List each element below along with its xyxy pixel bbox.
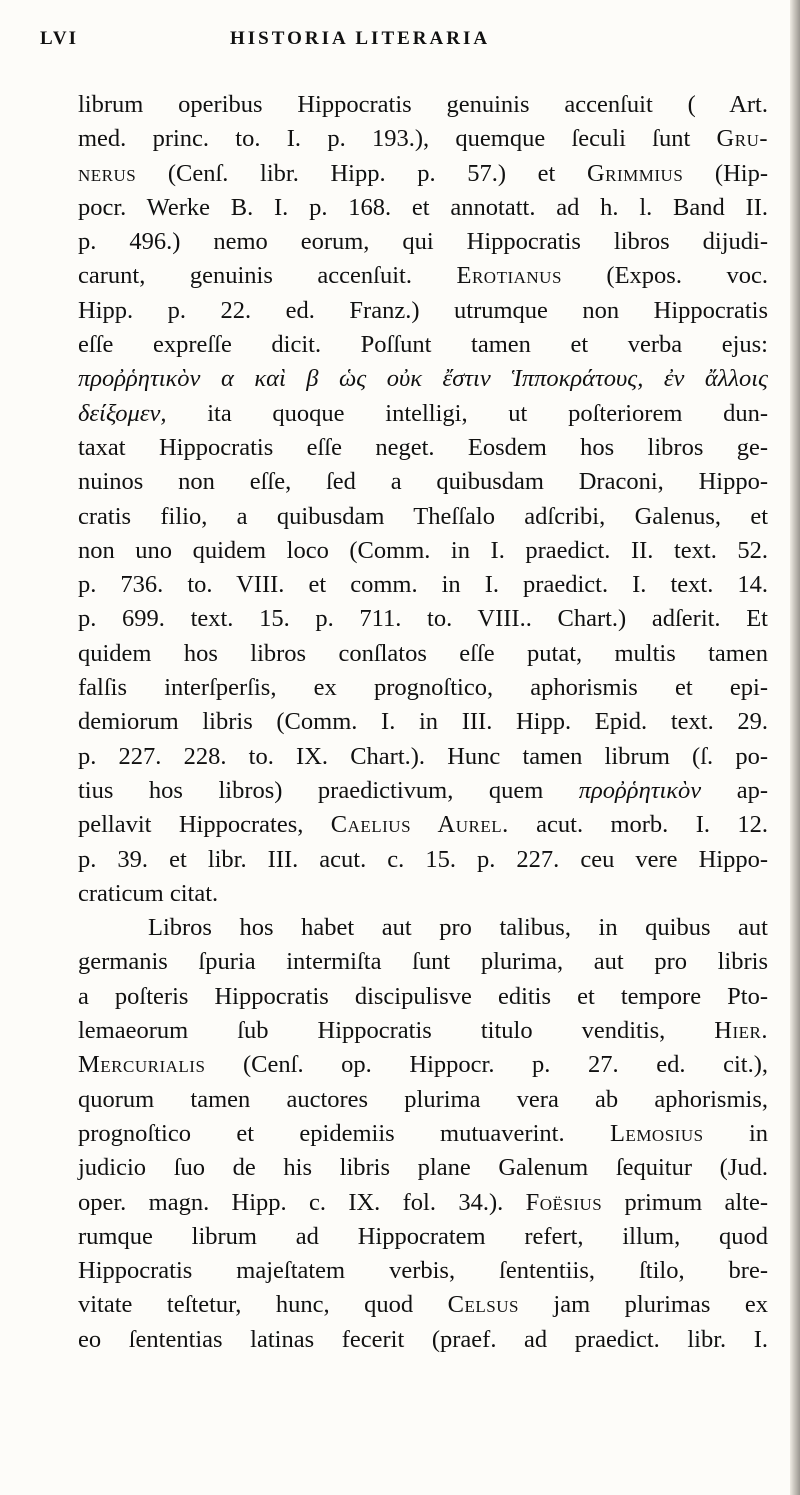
text-segment: a poſteris Hippocratis discipulisve editis et tempore Pto- bbox=[78, 982, 768, 1010]
author-name: Mercurialis bbox=[78, 1051, 206, 1079]
text-segment: ap- bbox=[701, 776, 768, 804]
text-line bbox=[78, 1048, 768, 1082]
author-name: Celsus bbox=[447, 1291, 519, 1319]
text-segment: vitate teſtetur, hunc, quod bbox=[78, 1291, 448, 1319]
text-segment: primum alte- bbox=[602, 1188, 768, 1216]
text-segment: quorum tamen auctores plurima vera ab aphorismis, bbox=[78, 1085, 768, 1113]
text-line bbox=[78, 705, 768, 739]
text-segment: jam plurimas ex bbox=[518, 1291, 768, 1319]
author-name: Caelius Aurel. bbox=[330, 811, 509, 839]
text-segment: non uno quidem loco (Comm. in I. praedict. II. text. 52. bbox=[78, 536, 768, 564]
text-line bbox=[78, 602, 768, 636]
text-line bbox=[78, 568, 768, 602]
text-segment: (Expos. voc. bbox=[561, 262, 768, 290]
author-name: nerus bbox=[78, 159, 137, 187]
text-line bbox=[78, 740, 768, 774]
text-line bbox=[78, 1220, 768, 1254]
text-segment: p. 699. text. 15. p. 711. to. VIII.. Chart.) adſerit. Et bbox=[78, 605, 768, 633]
text-segment: in bbox=[703, 1119, 769, 1147]
text-segment: med. princ. to. I. p. 193.), quemque ſeculi ſunt bbox=[78, 125, 717, 153]
text-line bbox=[78, 911, 768, 945]
running-head: HISTORIA LITERARIA bbox=[230, 28, 491, 49]
body-text bbox=[78, 88, 768, 1357]
text-line bbox=[78, 808, 768, 842]
text-line bbox=[78, 431, 768, 465]
text-segment: quidem hos libros conſlatos eſſe putat, multis tamen bbox=[78, 639, 768, 667]
author-name: Lemosius bbox=[609, 1119, 704, 1147]
text-line bbox=[78, 1254, 768, 1288]
text-line bbox=[78, 843, 768, 877]
text-segment: (Hip- bbox=[683, 159, 768, 187]
text-segment: pocr. Werke B. I. p. 168. et annotatt. ad h. l. Band II. bbox=[78, 193, 768, 221]
text-segment: p. 39. et libr. III. acut. c. 15. p. 227. ceu vere Hippo- bbox=[78, 845, 768, 873]
text-segment: acut. morb. I. 12. bbox=[508, 811, 768, 839]
text-segment: librum operibus Hippocratis genuinis accenſuit ( Art. bbox=[78, 91, 768, 118]
author-name: Foësius bbox=[525, 1188, 603, 1216]
text-line bbox=[78, 500, 768, 534]
text-line bbox=[78, 362, 768, 396]
page-edge-shadow bbox=[790, 0, 800, 1495]
text-segment: ita quoque intelligi, ut poſteriorem dun- bbox=[166, 399, 768, 427]
text-segment: oper. magn. Hipp. c. IX. fol. 34.). bbox=[78, 1188, 526, 1216]
text-line bbox=[78, 328, 768, 362]
text-line bbox=[78, 122, 768, 156]
text-segment: germanis ſpuria intermiſta ſunt plurima, aut pro libris bbox=[78, 948, 768, 976]
text-segment: falſis interſperſis, ex prognoſtico, aphorismis et epi- bbox=[78, 674, 768, 702]
page-number: LVI bbox=[40, 28, 79, 49]
text-line bbox=[78, 1117, 768, 1151]
text-segment: judicio ſuo de his libris plane Galenum ſequitur (Jud. bbox=[78, 1154, 768, 1182]
text-segment: p. 496.) nemo eorum, qui Hippocratis libros dijudi- bbox=[78, 228, 768, 256]
text-segment: eſſe expreſſe dicit. Poſſunt tamen et verba ejus: bbox=[78, 331, 768, 359]
text-line bbox=[78, 157, 768, 191]
text-segment: cratis filio, a quibusdam Theſſalo adſcribi, Galenus, et bbox=[78, 502, 768, 530]
text-line bbox=[78, 191, 768, 225]
text-line bbox=[78, 1014, 768, 1048]
text-line bbox=[78, 225, 768, 259]
text-line bbox=[78, 534, 768, 568]
text-line bbox=[78, 1083, 768, 1117]
text-line bbox=[78, 465, 768, 499]
text-line bbox=[78, 397, 768, 431]
author-name: Hier. bbox=[714, 1017, 768, 1045]
text-line bbox=[78, 1151, 768, 1185]
greek-text: δείξομεν, bbox=[78, 399, 167, 427]
text-segment: eo ſententias latinas fecerit (praef. ad praedict. libr. I. bbox=[78, 1325, 768, 1353]
text-line bbox=[78, 774, 768, 808]
author-name: Gru- bbox=[716, 125, 768, 153]
text-segment: prognoſtico et epidemiis mutuaverint. bbox=[78, 1119, 610, 1147]
text-line bbox=[78, 1288, 768, 1322]
text-line bbox=[78, 1186, 768, 1220]
text-line bbox=[78, 945, 768, 979]
text-segment: tius hos libros) praedictivum, quem bbox=[78, 776, 579, 804]
text-line bbox=[78, 877, 768, 911]
text-segment: taxat Hippocratis eſſe neget. Eosdem hos libros ge- bbox=[78, 433, 768, 461]
text-line bbox=[78, 259, 768, 293]
text-segment: p. 227. 228. to. IX. Chart.). Hunc tamen librum (ſ. po- bbox=[78, 742, 768, 770]
text-segment: carunt, genuinis accenſuit. bbox=[78, 262, 457, 290]
text-segment: nuinos non eſſe, ſed a quibusdam Draconi, Hippo- bbox=[78, 468, 768, 496]
text-segment: demiorum libris (Comm. I. in III. Hipp. Epid. text. 29. bbox=[78, 708, 768, 736]
text-segment: Hippocratis majeſtatem verbis, ſententiis, ſtilo, bre- bbox=[78, 1257, 768, 1285]
text-line bbox=[78, 88, 768, 122]
text-segment: p. 736. to. VIII. et comm. in I. praedict. I. text. 14. bbox=[78, 571, 768, 599]
text-segment: Libros hos habet aut pro talibus, in quibus aut bbox=[148, 914, 768, 942]
text-segment: pellavit Hippocrates, bbox=[78, 811, 331, 839]
author-name: Erotianus bbox=[456, 262, 562, 290]
text-segment: (Cenſ. libr. Hipp. p. 57.) et bbox=[136, 159, 587, 187]
text-line bbox=[78, 637, 768, 671]
text-line bbox=[78, 671, 768, 705]
author-name: Grimmius bbox=[586, 159, 684, 187]
text-segment: Hipp. p. 22. ed. Franz.) utrumque non Hippocratis bbox=[78, 296, 768, 324]
text-segment: craticum citat. bbox=[78, 879, 219, 907]
text-segment: (Cenſ. op. Hippocr. p. 27. ed. cit.), bbox=[205, 1051, 768, 1079]
text-line bbox=[78, 980, 768, 1014]
greek-text: προῤῥητικὸν bbox=[578, 776, 702, 804]
text-line bbox=[78, 1323, 768, 1357]
text-line bbox=[78, 294, 768, 328]
text-segment: rumque librum ad Hippocratem refert, illum, quod bbox=[78, 1222, 768, 1250]
greek-text: προῤῥητικὸν α καὶ β ὡς οὐκ ἔστιν Ἱπποκράτους, ἐν ἄλλοις bbox=[78, 365, 768, 393]
text-segment: lemaeorum ſub Hippocratis titulo venditis, bbox=[78, 1017, 715, 1045]
